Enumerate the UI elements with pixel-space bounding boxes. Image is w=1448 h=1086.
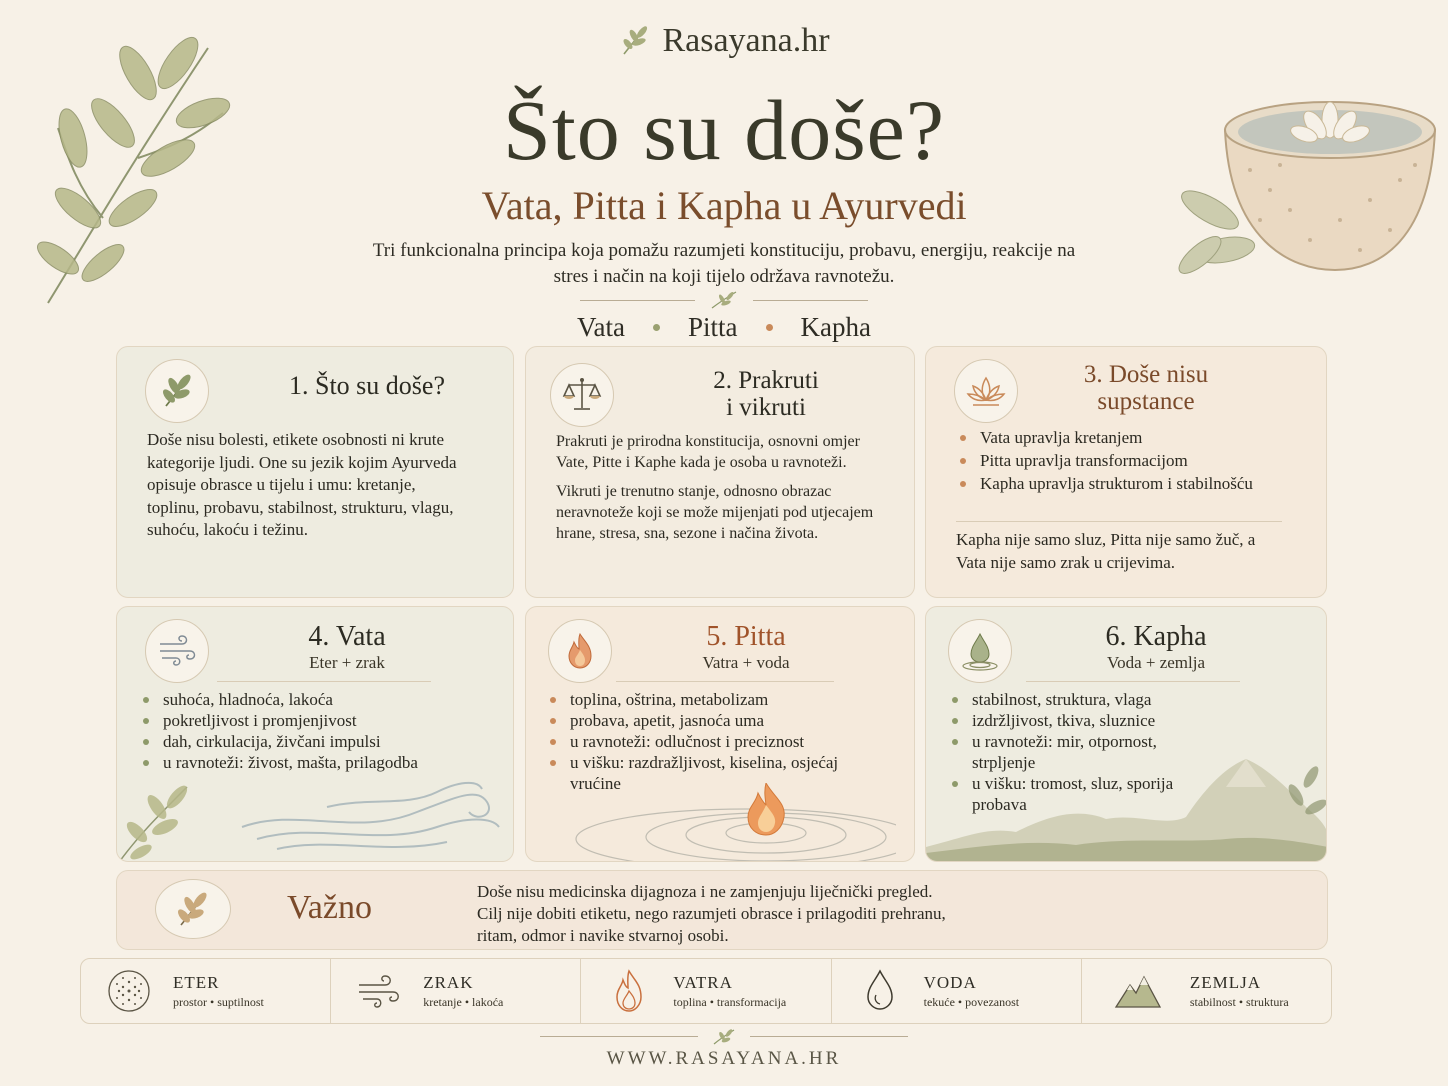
divider [217,681,431,682]
list-item: u ravnoteži: mir, otpornost, strpljenje [948,731,1218,773]
card-title: 6. Kapha [1105,621,1207,652]
element-desc: toplina • transformacija [673,994,787,1009]
element-desc: tekuće • povezanost [923,994,1020,1009]
card-body: Doše nisu bolesti, etikete osobnosti ni krute kategorije ljudi. One su jezik kojim Ayurveda opisuje obrasce u tijelu i umu: kretanje, toplinu, probavu, stabilnost, strukturu, vlagu, suhoću, lakoću i težinu. [147,430,457,539]
mountains-icon [926,747,1327,862]
element-desc: stabilnost • struktura [1189,994,1289,1009]
card-title [636,367,896,421]
divider [956,521,1282,522]
dosha-kapha: Kapha [800,312,871,342]
element-name: ZRAK [423,972,474,992]
leaf-icon [173,889,213,929]
leaf-sprig-icon [156,370,198,412]
card-icon-badge [550,363,614,427]
list-item: Kapha upravlja strukturom i stabilnošću [956,473,1296,494]
element-water [831,959,1081,1023]
card-subtitle: Vatra + voda [702,653,790,672]
dosha-vata: Vata [577,312,625,342]
drop-icon [856,967,904,1015]
element-earth [1081,959,1331,1023]
divider [616,681,834,682]
governs-list [956,427,1296,494]
card-title-line1: 2. Prakruti [713,367,819,394]
leaf-sprig-icon [618,24,652,58]
wind-swirl-icon [156,630,198,672]
card-icon-badge [954,359,1018,423]
vata-qualities-list [139,689,429,773]
prakruti-text: Prakruti je prirodna konstitucija, osnovni omjer Vate, Pitte i Kaphe kada je osoba u ravnoteži. [556,433,860,471]
element-desc: prostor • suptilnost [173,994,264,1009]
page-title: Što su doše? [503,82,945,178]
card-title-line2: supstance [1097,388,1195,415]
dosha-list [0,312,1448,343]
website-link[interactable]: WWW.RASAYANA.HR [606,1048,842,1069]
card-body [556,431,886,544]
card-icon-badge [145,359,209,423]
brand-name: Rasayana.hr [662,22,830,59]
card-icon-badge [548,619,612,683]
separator-dot [766,324,773,331]
intro-text: Tri funkcionalna principa koja pomažu razumjeti konstituciju, probavu, energiju, reakcije na stres i način na koji tijelo održava ravnotežu. [372,240,1076,287]
card-title [1036,361,1256,415]
list-item: pokretljivost i promjenjivost [139,710,429,731]
list-item: suhoća, hladnoća, lakoća [139,689,429,710]
lotus-icon [965,370,1007,412]
element-desc: kretanje • lakoća [423,994,504,1009]
card-what-are-doshas [116,346,514,598]
wind-waves-icon [237,767,507,857]
water-drop-icon [959,630,1001,672]
list-item: probava, apetit, jasnoća uma [546,710,876,731]
balance-scale-icon [561,374,603,416]
list-item: u višku: tromost, sluz, sporija probava [948,773,1218,815]
flame-on-water-icon [546,783,896,861]
card-title-line1: 3. Doše nisu [1083,361,1209,388]
page-subtitle: Vata, Pitta i Kapha u Ayurvedi [481,183,967,228]
flame-icon [559,630,601,672]
list-item: u višku: razdražljivost, kiselina, osjećaj vrućine [546,752,876,794]
card-prakruti-vikruti [525,346,915,598]
card-subtitle: Eter + zrak [309,653,385,672]
list-item: u ravnoteži: živost, mašta, prilagodba [139,752,429,773]
mountain-icon [1106,967,1170,1015]
vikruti-text: Vikruti je trenutno stanje, odnosno obrazac neravnoteže koji se može mijenjati pod utjecajem hrane, stresa, sna, sezone i načina života. [556,483,874,542]
element-name: VODA [923,972,977,992]
list-item: izdržljivost, tkiva, sluznice [948,710,1218,731]
card-title: 1. Što su doše? [289,371,445,400]
brand-logo [0,22,1448,60]
header-divider [580,290,868,310]
list-item: stabilnost, struktura, vlaga [948,689,1218,710]
list-item: toplina, oštrina, metabolizam [546,689,876,710]
element-name: VATRA [673,972,733,992]
element-air [330,959,580,1023]
element-name: ETER [173,972,220,992]
sprig-icon [710,1028,738,1046]
card-title: 4. Vata [308,621,386,652]
dosha-pitta: Pitta [688,312,738,342]
element-ether [81,959,330,1023]
list-item: Vata upravlja kretanjem [956,427,1296,448]
card-note: Kapha nije samo sluz, Pitta nije samo žuč, a Vata nije samo zrak u crijevima. [956,530,1256,572]
air-swirl-icon [355,967,403,1015]
important-icon-badge [155,879,231,939]
card-kapha [925,606,1327,862]
important-text: Doše nisu medicinska dijagnoza i ne zamjenjuju liječnički pregled. Cilj nije dobiti etiketu, nego razumjeti obrasce i prilagoditi prehranu, ritam, odmor i navike stvarnoj osobi. [477,882,946,945]
list-item: dah, cirkulacija, živčani impulsi [139,731,429,752]
card-icon-badge [145,619,209,683]
element-name: ZEMLJA [1189,972,1261,992]
fire-icon [605,967,653,1015]
ether-dots-icon [105,967,153,1015]
element-fire [580,959,830,1023]
list-item: Pitta upravlja transformacijom [956,450,1296,471]
pitta-qualities-list [546,689,876,794]
card-doshas-not-substances [925,346,1327,598]
card-title: 5. Pitta [706,621,786,652]
card-icon-badge [948,619,1012,683]
important-note-box [116,870,1328,950]
leaf-branch-icon [116,777,207,862]
card-vata [116,606,514,862]
separator-dot [653,324,660,331]
card-subtitle: Voda + zemlja [1106,653,1206,672]
divider [1026,681,1240,682]
footer-divider [540,1028,908,1046]
important-title: Važno [287,889,372,926]
list-item: u ravnoteži: odlučnost i preciznost [546,731,876,752]
card-title-line2: i vikruti [726,394,806,421]
sprig-icon [708,290,740,310]
elements-bar [80,958,1332,1024]
card-pitta [525,606,915,862]
